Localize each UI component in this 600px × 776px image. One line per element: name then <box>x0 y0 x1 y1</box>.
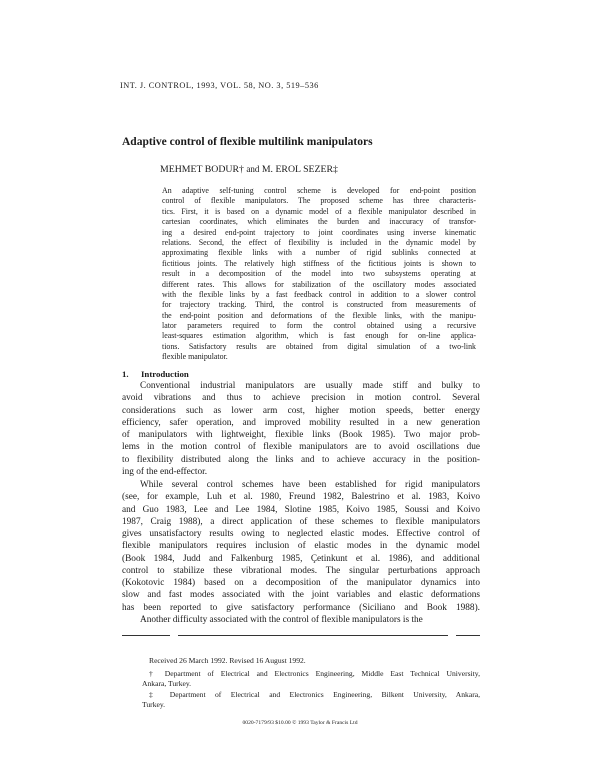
body-line: and Guo 1983, Lee and Lee 1984, Slotine 1985, Koivo 1985, Soussi and Koivo <box>122 504 480 515</box>
body-line: control to stabilize these vibrational modes. The singular perturbations approach <box>122 565 480 576</box>
abstract-line: An adaptive self-tuning control scheme is developed for end-point position <box>162 186 476 195</box>
body-line: While several control schemes have been established for rigid manipulators <box>140 480 480 490</box>
footnote-affiliation-2-cont: Turkey. <box>142 699 166 709</box>
body-line: (Book 1984, Judd and Falkenburg 1985, Çetinkunt et al. 1986), and additional <box>122 553 480 564</box>
body-line: 1987, Craig 1988), a direct application of these schemes to flexible manipulators <box>122 516 480 527</box>
abstract-line: tics. First, it is based on a dynamic model of a flexible manipulator described in <box>162 206 476 216</box>
body-line: considerations such as lower arm cost, higher motion speeds, better energy <box>122 405 480 416</box>
paragraph-2 <box>122 479 480 626</box>
body-line: Another difficulty associated with the control of flexible manipulators is the <box>140 614 423 625</box>
abstract-line: fictitious joints. The relatively high stiffness of the fictitious joints is shown to <box>162 258 476 268</box>
body-line: to flexibility distributed along the links and to achieve accuracy in the position- <box>122 454 480 465</box>
section-title: Introduction <box>141 369 189 379</box>
body-line: flexible manipulators requires inclusion of elastic modes in the dynamic model <box>122 541 480 552</box>
abstract <box>162 186 476 363</box>
footnote-divider <box>122 635 170 636</box>
copyright-line: 0020-7179/93 $10.00 © 1993 Taylor & Francis Ltd <box>242 720 358 726</box>
running-head: INT. J. CONTROL, 1993, VOL. 58, NO. 3, 519–536 <box>120 81 319 90</box>
section-heading <box>122 369 322 379</box>
footnote-affiliation-1: † Department of Electrical and Electronics Engineering, Middle East Technical University, <box>149 669 480 679</box>
body-line: (Kokotovic 1984) based on a decomposition of the manipulator dynamics into <box>122 578 480 588</box>
body-line: of manipulators with lightweight, flexible links (Book 1985). Two major prob- <box>122 430 480 440</box>
footnotes <box>122 656 480 710</box>
body-line: slow and fast modes associated with the joint variables and elastic deformations <box>122 590 480 601</box>
body-line: Conventional industrial manipulators are usually made stiff and bulky to <box>140 381 480 391</box>
body-line: lems in the motion control of flexible manipulators are to avoid oscillations due <box>122 442 480 453</box>
author-2: M. EROL SEZER‡ <box>261 164 338 175</box>
body-line: (see, for example, Luh et al. 1980, Freund 1982, Balestrino et al. 1983, Koivo <box>122 492 480 503</box>
body-line: efficiency, safer operation, and improved mobility resulted in a new generation <box>122 417 480 428</box>
body-line: avoid vibrations and thus to achieve precision in motion control. Several <box>122 393 480 404</box>
abstract-line: lator parameters required to form the control obtained using a recursive <box>162 321 476 331</box>
author-line <box>160 164 460 175</box>
footnote-affiliation-2: ‡ Department of Electrical and Electronics Engineering, Bilkent University, Ankara, <box>149 689 480 699</box>
section-number: 1. <box>122 369 129 379</box>
abstract-line: with the flexible links by a fast feedback control in addition to a slower control <box>162 289 476 299</box>
footnote-divider <box>178 635 448 636</box>
abstract-line: the end-point position and deformations of the flexible links, with the manipu- <box>162 310 476 320</box>
abstract-line: result in a decomposition of the model into two subsystems operating at <box>162 269 476 279</box>
body-line: ing of the end-effector. <box>122 466 208 477</box>
footnote-affiliation-1-cont: Ankara, Turkey. <box>142 679 192 689</box>
footnote-received: Received 26 March 1992. Revised 16 August 1992. <box>149 656 306 665</box>
abstract-line: for trajectory tracking. Third, the control is constructed from measurements of <box>162 300 476 310</box>
abstract-line: flexible manipulator. <box>162 352 228 362</box>
abstract-line: tions. Satisfactory results are obtained from digital simulation of a two-link <box>162 341 476 351</box>
body-line: has been reported to give satisfactory performance (Siciliano and Book 1988). <box>122 602 480 613</box>
body-line: gives unsatisfactory results owing to neglected elastic modes. Effective control of <box>122 529 480 539</box>
abstract-line: approximating flexible links with a number of rigid sublinks connected at <box>162 248 476 258</box>
footnote-divider <box>456 635 480 636</box>
abstract-line: least-squares estimation algorithm, which is fast enough for on-line applica- <box>162 331 476 341</box>
abstract-line: ing a desired end-point trajectory to joint coordinates using inverse kinematic <box>162 227 476 237</box>
paragraph-1 <box>122 380 480 478</box>
author-connector: and <box>246 164 260 174</box>
abstract-line: relations. Second, the effect of flexibility is included in the dynamic model by <box>162 237 476 247</box>
paper-title: Adaptive control of flexible multilink manipulators <box>122 136 373 148</box>
abstract-line: cartesian coordinates, which eliminates the burden and inaccuracy of transfor- <box>162 217 476 227</box>
author-1: MEHMET BODUR† <box>160 164 244 175</box>
abstract-line: different rates. This allows for stabilization of the oscillatory modes associated <box>162 279 476 289</box>
abstract-line: control of flexible manipulators. The proposed scheme has three characteris- <box>162 196 476 206</box>
